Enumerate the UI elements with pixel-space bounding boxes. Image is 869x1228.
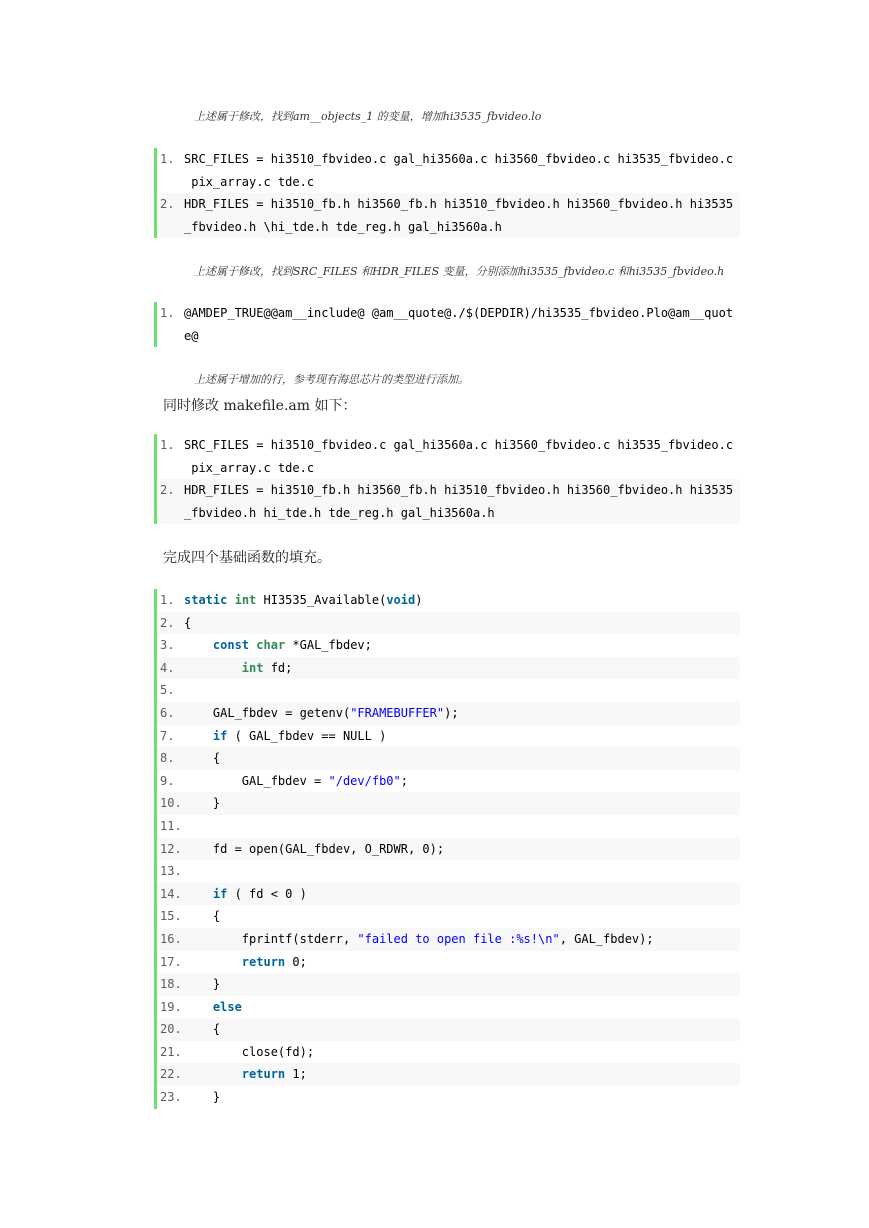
code-line-5 [157,679,740,702]
code-line-22 [157,1063,740,1086]
line-number: 1. [160,306,175,320]
code-line-2 [157,612,740,635]
line-number: 1. [160,593,175,607]
code-text: return 1; [241,1067,307,1082]
code-line [157,193,740,238]
code-line-23 [157,1086,740,1109]
line-number: 4. [160,660,175,675]
note-added-line: 上述属于增加的行，参考现有海思芯片的类型进行添加。 [194,373,469,386]
code-line-19 [157,996,740,1019]
code-text: int fd; [241,660,293,675]
paragraph-functions: 完成四个基础函数的填充。 [163,550,331,566]
code-line-12 [157,838,740,861]
code-block-amdep [154,302,740,347]
line-number: 17. [160,954,182,969]
code-text: } [184,977,221,992]
code-line [157,302,740,347]
code-text: { [184,615,192,630]
line-number: 2. [160,615,175,630]
paragraph-makefile: 同时修改 makefile.am 如下： [163,398,357,414]
code-text: fprintf(stderr, "failed to open file :%s!\n", GAL_fbdev); [184,931,654,946]
line-number: 9. [160,773,175,788]
code-text: HDR_FILES = hi3510_fb.h hi3560_fb.h hi3510_fbvideo.h hi3560_fbvideo.h hi3535 _fbvideo.h \hi_tde.h tde_reg.h gal_hi3560a.h [184,197,734,234]
code-text: } [184,796,221,811]
code-text: static int HI3535_Available(void) [184,593,423,607]
line-number: 6. [160,705,175,720]
code-text: { [184,1022,221,1037]
line-number: 13. [160,864,182,879]
code-text: if ( fd < 0 ) [212,886,307,901]
code-text: GAL_fbdev = "/dev/fb0"; [184,773,408,788]
line-number: 18. [160,977,182,992]
code-line-15 [157,905,740,928]
code-block-src-hdr-2 [154,434,740,524]
line-number: 21. [160,1044,182,1059]
code-text: close(fd); [184,1044,315,1059]
code-text: } [184,1090,221,1105]
code-line-17 [157,951,740,974]
line-number: 2. [160,197,175,212]
code-line-16 [157,928,740,951]
line-number: 15. [160,909,182,924]
line-number: 7. [160,728,175,743]
code-line-3 [157,634,740,657]
note-src-hdr: 上述属于修改，找到SRC_FILES 和HDR_FILES 变量，分别添加hi3535_fbvideo.c 和hi3535_fbvideo.h [194,265,725,278]
code-text: if ( GAL_fbdev == NULL ) [212,728,387,743]
line-number: 11. [160,818,182,833]
line-number: 3. [160,638,175,653]
code-line-21 [157,1041,740,1064]
code-line-1 [157,589,740,612]
note-objects: 上述属于修改，找到am__objects_1 的变量，增加hi3535_fbvideo.lo [194,110,542,123]
code-line-8 [157,747,740,770]
code-line-11 [157,815,740,838]
code-line-10 [157,792,740,815]
line-number: 8. [160,751,175,766]
code-text: fd = open(GAL_fbdev, O_RDWR, 0); [184,841,445,856]
code-line [157,148,740,193]
code-line [157,434,740,479]
line-number: 5. [160,683,175,698]
line-number: 1. [160,438,175,452]
code-line-20 [157,1018,740,1041]
code-text: SRC_FILES = hi3510_fbvideo.c gal_hi3560a.c hi3560_fbvideo.c hi3535_fbvideo.c pix_array.c tde.c [184,152,734,189]
code-text: return 0; [241,954,307,969]
line-number: 23. [160,1090,182,1105]
line-number: 2. [160,483,175,498]
code-line-14 [157,883,740,906]
code-text: else [212,999,242,1014]
code-text: { [184,751,221,766]
code-text: SRC_FILES = hi3510_fbvideo.c gal_hi3560a.c hi3560_fbvideo.c hi3535_fbvideo.c pix_array.c tde.c [184,438,734,475]
line-number: 14. [160,886,182,901]
code-line-13 [157,860,740,883]
code-line [157,479,740,524]
code-text: GAL_fbdev = getenv("FRAMEBUFFER"); [184,705,459,720]
code-text: const char *GAL_fbdev; [212,638,372,653]
code-text: @AMDEP_TRUE@@am__include@ @am__quote@./$(DEPDIR)/hi3535_fbvideo.Plo@am__quot e@ [184,306,734,343]
code-line-6 [157,702,740,725]
code-text: HDR_FILES = hi3510_fb.h hi3560_fb.h hi3510_fbvideo.h hi3560_fbvideo.h hi3535 _fbvideo.h hi_tde.h tde_reg.h gal_hi3560a.h [184,483,734,520]
code-line-7 [157,725,740,748]
line-number: 20. [160,1022,182,1037]
code-line-4 [157,657,740,680]
code-block-src-hdr-1 [154,148,740,238]
line-number: 16. [160,931,182,946]
code-text: { [184,909,221,924]
line-number: 12. [160,841,182,856]
line-number: 19. [160,999,182,1014]
code-block-available [154,589,740,1109]
code-line-9 [157,770,740,793]
code-line-18 [157,973,740,996]
line-number: 10. [160,796,182,811]
line-number: 22. [160,1067,182,1082]
line-number: 1. [160,152,175,166]
